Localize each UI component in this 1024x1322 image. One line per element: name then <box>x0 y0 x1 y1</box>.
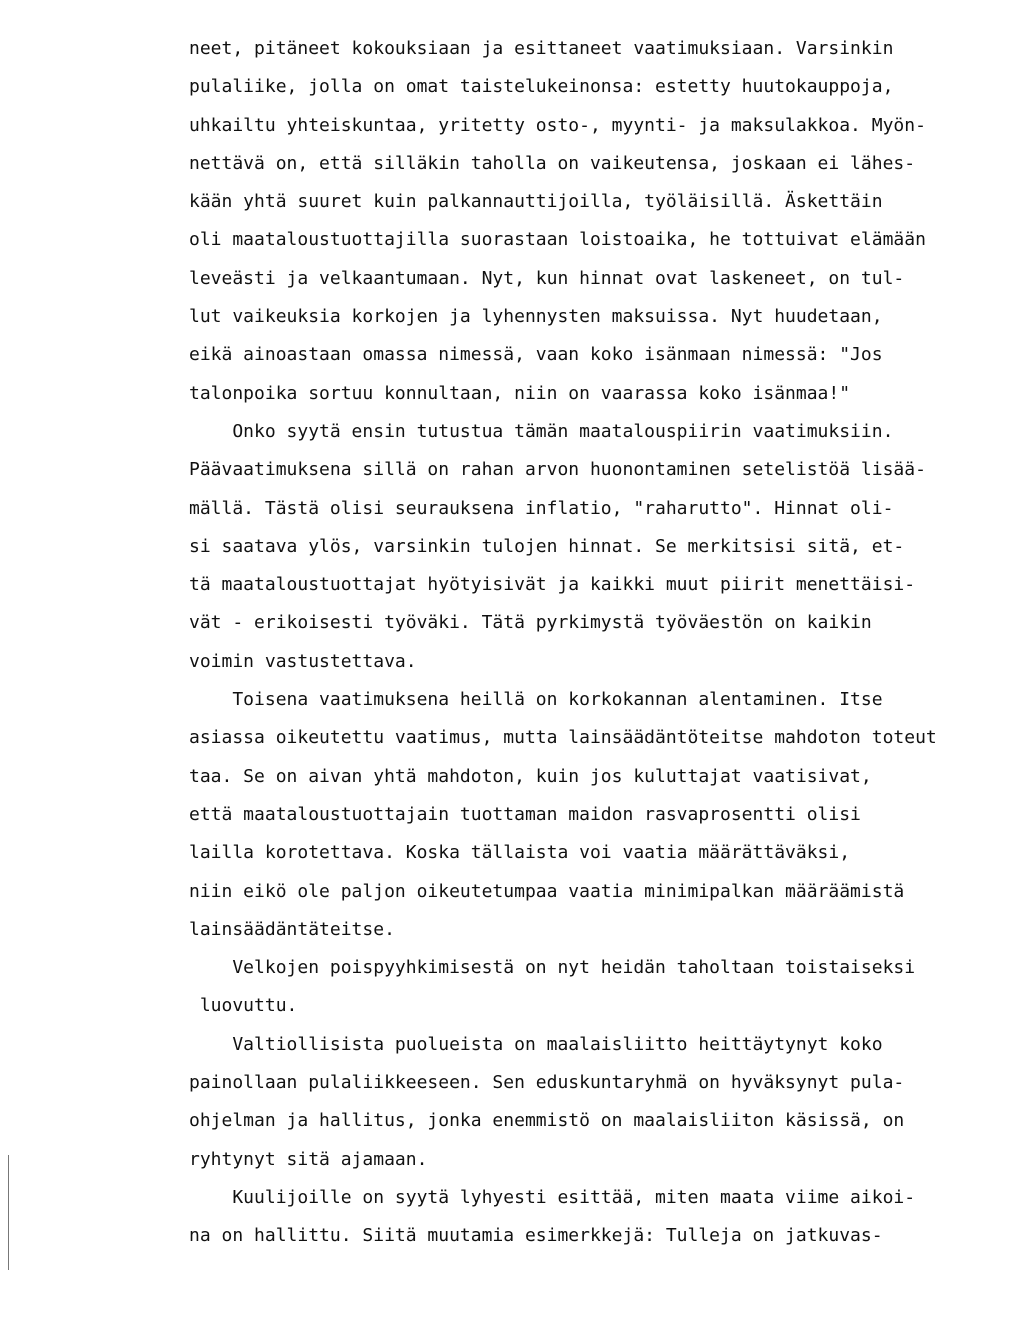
text-line: kään yhtä suuret kuin palkannauttijoilla, työläisillä. Äskettäin <box>189 191 883 213</box>
document-body <box>189 30 1019 1256</box>
paragraph <box>189 1179 1019 1256</box>
text-line: ryhtynyt sitä ajamaan. <box>189 1148 428 1170</box>
text-line: talonpoika sortuu konnultaan, niin on vaarassa koko isänmaa!" <box>189 382 851 404</box>
text-line: pulaliike, jolla on omat taistelukeinonsa: estetty huutokauppoja, <box>189 76 894 98</box>
text-line: lut vaikeuksia korkojen ja lyhennysten maksuissa. Nyt huudetaan, <box>189 306 883 328</box>
text-line: neet, pitäneet kokouksiaan ja esittaneet vaatimuksiaan. Varsinkin <box>189 38 894 59</box>
text-line: ohjelman ja hallitus, jonka enemmistö on maalaisliiton käsissä, on <box>189 1110 905 1132</box>
text-line: si saatava ylös, varsinkin tulojen hinnat. Se merkitsisi sitä, et- <box>189 535 905 557</box>
text-line: lailla korotettava. Koska tällaista voi vaatia määrättäväksi, <box>189 842 851 864</box>
text-line: että maataloustuottajain tuottaman maidon rasvaprosentti olisi <box>189 803 861 825</box>
text-line: Onko syytä ensin tutustua tämän maatalouspiirin vaatimuksiin. <box>189 420 894 442</box>
text-line: oli maataloustuottajilla suorastaan loistoaika, he tottuivat elämään <box>189 229 926 251</box>
paragraph <box>189 30 1019 413</box>
text-line: tä maataloustuottajat hyötyisivät ja kaikki muut piirit menettäisi- <box>189 574 916 596</box>
text-line: eikä ainoastaan omassa nimessä, vaan koko isänmaan nimessä: "Jos <box>189 344 883 366</box>
scan-edge-mark <box>8 1155 9 1270</box>
text-line: Kuulijoille on syytä lyhyesti esittää, miten maata viime aikoi- <box>189 1186 916 1208</box>
text-line: niin eikö ole paljon oikeutetumpaa vaatia minimipalkan määräämistä <box>189 880 905 902</box>
paragraph <box>189 413 1019 681</box>
text-line: Päävaatimuksena sillä on rahan arvon huonontaminen setelistöä lisää- <box>189 459 926 481</box>
text-line: na on hallittu. Siitä muutamia esimerkkejä: Tulleja on jatkuvas- <box>189 1225 883 1247</box>
text-line: Toisena vaatimuksena heillä on korkokannan alentaminen. Itse <box>189 689 883 711</box>
text-line: taa. Se on aivan yhtä mahdoton, kuin jos kuluttajat vaatisivat, <box>189 765 872 787</box>
text-line: Valtiollisista puolueista on maalaisliitto heittäytynyt koko <box>189 1033 883 1055</box>
text-line: leveästi ja velkaantumaan. Nyt, kun hinnat ovat laskeneet, on tul- <box>189 267 905 289</box>
text-line: lainsäädäntäteitse. <box>189 918 395 940</box>
paragraph <box>189 949 1019 1026</box>
text-line: asiassa oikeutettu vaatimus, mutta lainsäädäntöteitse mahdoton toteut <box>189 727 937 749</box>
text-line: painollaan pulaliikkeeseen. Sen eduskuntaryhmä on hyväksynyt pula- <box>189 1072 905 1094</box>
text-line: mällä. Tästä olisi seurauksena inflatio, "raharutto". Hinnat oli- <box>189 497 894 519</box>
paragraph <box>189 681 1019 949</box>
text-line: luovuttu. <box>189 995 298 1017</box>
text-line: voimin vastustettava. <box>189 650 417 672</box>
text-line: uhkailtu yhteiskuntaa, yritetty osto-, myynti- ja maksulakkoa. Myön- <box>189 114 926 136</box>
text-line: nettävä on, että silläkin taholla on vaikeutensa, joskaan ei lähes- <box>189 152 916 174</box>
text-line: vät - erikoisesti työväki. Tätä pyrkimystä työväestön on kaikin <box>189 612 872 634</box>
paragraph <box>189 1026 1019 1179</box>
text-line: Velkojen poispyyhkimisestä on nyt heidän taholtaan toistaiseksi <box>189 957 916 979</box>
